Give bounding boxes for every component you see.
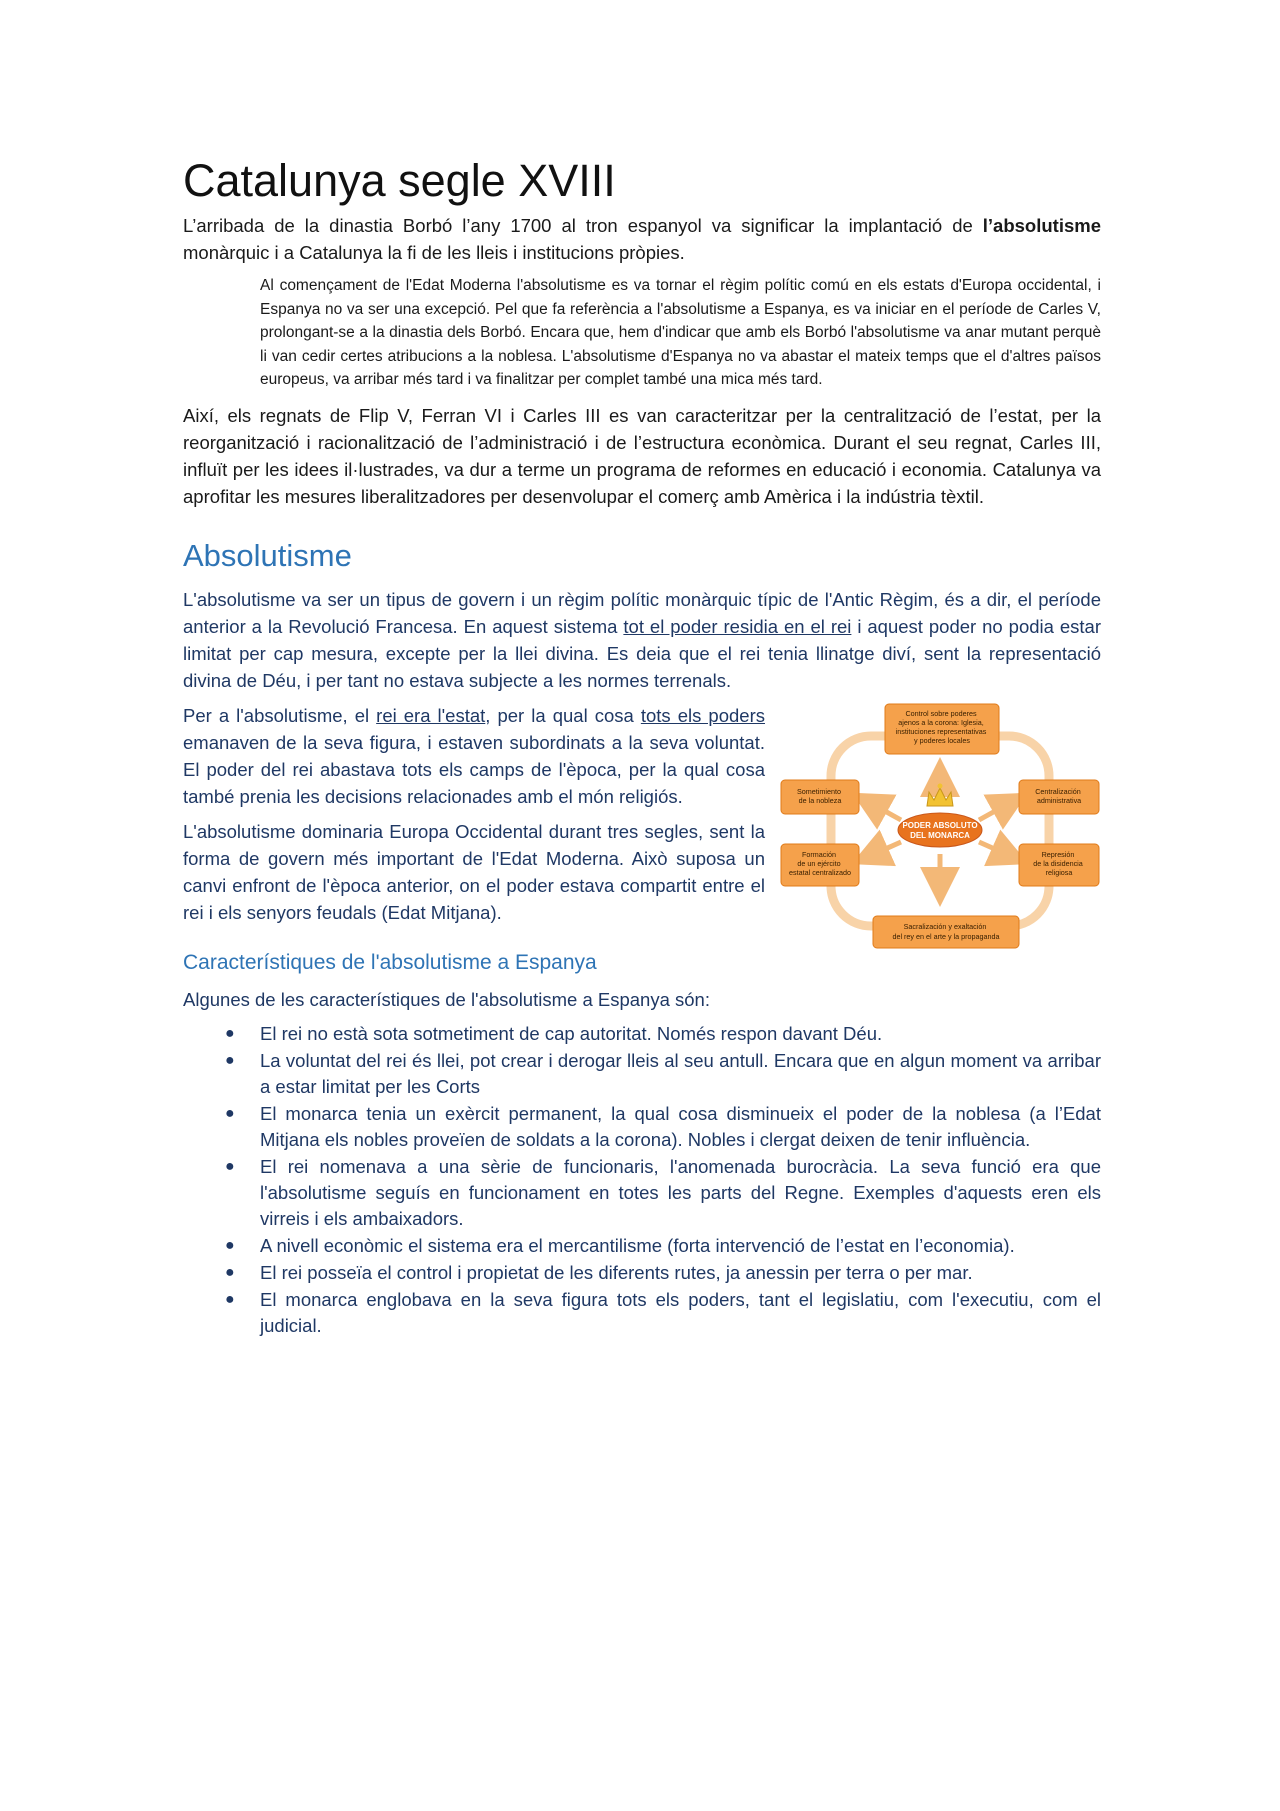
bullet-icon: ● bbox=[225, 1104, 235, 1122]
box-left-bottom-line-2: de un ejército bbox=[797, 858, 841, 868]
abs-p2-text-a: Per a l'absolutisme, el bbox=[183, 704, 377, 726]
bullet-icon: ● bbox=[225, 1051, 235, 1069]
arrow-right-down bbox=[979, 842, 1015, 858]
abs-p1-underline: tot el poder residia en el rei bbox=[623, 615, 852, 637]
crown-icon bbox=[927, 783, 953, 806]
text-with-figure bbox=[183, 702, 1101, 941]
absolutisme-paragraph-3: L'absolutisme dominaria Europa Occidental durant tres segles, sent la forma de govern més important de l'Edat Moderna. Això suposa un canvi enfront de l'època anterior, on el poder estava compartit entre el rei i els senyors feudals (Edat Mitjana). bbox=[183, 820, 765, 923]
caracteristiques-list bbox=[183, 1021, 1101, 1339]
center-label-2: DEL MONARCA bbox=[910, 830, 970, 840]
abs-p2-underline-2: tots els poders bbox=[640, 704, 765, 726]
list-item-text: El rei posseïa el control i propietat de les diferents rutes, ja anessin per terra o per mar. bbox=[260, 1261, 973, 1283]
svg-text:Sacralización y exaltación bbox=[892, 922, 999, 941]
list-item-text: La voluntat del rei és llei, pot crear i derogar lleis al seu antull. Encara que en algun moment va arribar a estar limitat per les Corts bbox=[260, 1049, 1101, 1097]
list-item bbox=[183, 1287, 1101, 1339]
box-top-line-1: Control sobre poderes bbox=[905, 708, 977, 718]
box-right-bottom-line-2: de la disidencia bbox=[1033, 858, 1083, 868]
absolutisme-paragraph-2 bbox=[183, 702, 765, 810]
box-top-line-2: ajenos a la corona: Iglesia, bbox=[898, 717, 984, 727]
abs-p2-underline-1: rei era l'estat bbox=[376, 704, 486, 726]
box-left-bottom-line-3: estatal centralizado bbox=[789, 867, 851, 877]
box-right-top-line-1: Centralización bbox=[1035, 786, 1081, 796]
box-top-line-4: y poderes locales bbox=[914, 735, 970, 745]
box-right-top-line-2: administrativa bbox=[1036, 795, 1082, 805]
abs-p2-text-c: emanaven de la seva figura, i estaven subordinats a la seva voluntat. El poder del rei abastava tots els camps de l'època, per la qual cosa també prenia les decisions relacionades amb el món religiós. bbox=[183, 731, 765, 807]
box-left-top-line-2: de la nobleza bbox=[798, 795, 842, 805]
box-left-top-line-1: Sometimiento bbox=[797, 786, 841, 796]
caracteristiques-intro: Algunes de les característiques de l'absolutisme a Espanya són: bbox=[183, 988, 710, 1010]
list-item bbox=[183, 1260, 1101, 1286]
page-title: Catalunya segle XVIII bbox=[183, 155, 616, 206]
arrow-left-up bbox=[865, 800, 901, 820]
list-item bbox=[183, 1154, 1101, 1232]
intro-bold-term: l’absolutisme bbox=[982, 215, 1101, 236]
absolutisme-paragraph-1 bbox=[183, 586, 1101, 694]
section-heading-absolutisme: Absolutisme bbox=[183, 537, 352, 573]
box-left-bottom-line-1: Formación bbox=[802, 849, 836, 859]
arrow-right-up bbox=[979, 800, 1015, 820]
bullet-icon: ● bbox=[225, 1236, 235, 1254]
box-right-bottom-line-1: Represión bbox=[1041, 849, 1075, 859]
bullet-icon: ● bbox=[225, 1024, 235, 1042]
abs-p2-text-b: , per la qual cosa bbox=[485, 704, 641, 726]
list-item bbox=[183, 1233, 1101, 1259]
list-item bbox=[183, 1021, 1101, 1047]
reigns-paragraph: Així, els regnats de Flip V, Ferran VI i Carles III es van caracteritzar per la centralització de l’estat, per la reorganització i racionalització de l’administració i de l’estructura econòmica. Durant el seu regnat, Carles III, influït per les idees il·lustrades, va dur a terme un programa de reformes en educació i economia. Catalunya va aprofitar les mesures liberalitzadores per desenvolupar el comerç amb Amèrica i la indústria tèxtil. bbox=[183, 404, 1101, 507]
list-item-text: El monarca englobava en la seva figura tots els poders, tant el legislatiu, com l'executiu, com el judicial. bbox=[260, 1288, 1101, 1336]
box-right-bottom-line-3: religiosa bbox=[1045, 867, 1073, 877]
indented-quote: Al començament de l'Edat Moderna l'absolutisme es va tornar el règim polític comú en els estats d'Europa occidental, i Espanya no va ser una excepció. Pel que fa referència a l'absolutisme a Espanya, es va iniciar en el període de Carles V, prolongant-se a la dinastia dels Borbó. Encara que, hem d'indicar que amb els Borbó l'absolutisme va anar mutant perquè li van cedir certes atribucions a la noblesa. L'absolutisme d'Espanya no va abastar el mateix temps que el d'altres països europeus, va arribar més tard i va finalitzar per complet també una mica més tard. bbox=[260, 277, 1101, 388]
bullet-icon: ● bbox=[225, 1263, 235, 1281]
box-bottom-line-2: del rey en el arte y la propaganda bbox=[892, 931, 1000, 941]
bullet-icon: ● bbox=[225, 1290, 235, 1308]
center-label-1: PODER ABSOLUTO bbox=[902, 820, 978, 830]
svg-text:Centralización adm bbox=[1035, 787, 1083, 805]
list-item-text: El rei nomenava a una sèrie de funcionaris, l'anomenada burocràcia. La seva funció era que l'absolutisme seguís en funcionament en totes les parts del Regne. Exemples d'aquests eren els virreis i els ambaixadors. bbox=[260, 1155, 1101, 1229]
intro-paragraph bbox=[183, 212, 1101, 266]
intro-text-2: monàrquic i a Catalunya la fi de les lleis i institucions pròpies. bbox=[183, 242, 685, 263]
list-item bbox=[183, 1101, 1101, 1153]
arrow-left-down bbox=[865, 842, 901, 858]
list-item-text: El rei no està sota sotmetiment de cap autoritat. Només respon davant Déu. bbox=[260, 1022, 883, 1044]
left-column-text bbox=[183, 702, 765, 926]
diagram-svg bbox=[779, 702, 1101, 952]
bullet-icon: ● bbox=[225, 1157, 235, 1175]
abs-p1-text-a: L'absolutisme va ser un tipus de govern i un règim polític monàrquic típic de l'Antic Règim, és a dir, el període anterior a la Revolució Francesa. En aquest sistema bbox=[183, 588, 1101, 637]
absolutism-diagram bbox=[779, 702, 1101, 952]
svg-text:Sometimiento de la bbox=[797, 787, 843, 805]
section-heading-caracteristiques: Característiques de l'absolutisme a Espanya bbox=[183, 950, 597, 974]
list-item bbox=[183, 1048, 1101, 1100]
box-bottom-line-1: Sacralización y exaltación bbox=[903, 921, 987, 931]
diagram-center bbox=[898, 813, 982, 847]
list-item-text: A nivell econòmic el sistema era el mercantilisme (forta intervenció de l’estat en l’economia). bbox=[260, 1234, 1015, 1256]
box-top-line-3: instituciones representativas bbox=[895, 726, 987, 736]
abs-p1-text-b: i aquest poder no podia estar limitat per cap mesura, excepte per la llei divina. Es deia que el rei tenia llinatge diví, sent la representació divina de Déu, i per tant no estava subjecte a les normes terrenals. bbox=[183, 615, 1102, 691]
intro-text-1: L’arribada de la dinastia Borbó l’any 1700 al tron espanyol va significar la implantació de bbox=[183, 215, 983, 236]
document-content bbox=[183, 150, 1101, 1340]
list-item-text: El monarca tenia un exèrcit permanent, la qual cosa disminueix el poder de la noblesa (a l’Edat Mitjana els nobles proveïen de soldats a la corona). Nobles i clergat deixen de tenir influència. bbox=[260, 1102, 1101, 1150]
